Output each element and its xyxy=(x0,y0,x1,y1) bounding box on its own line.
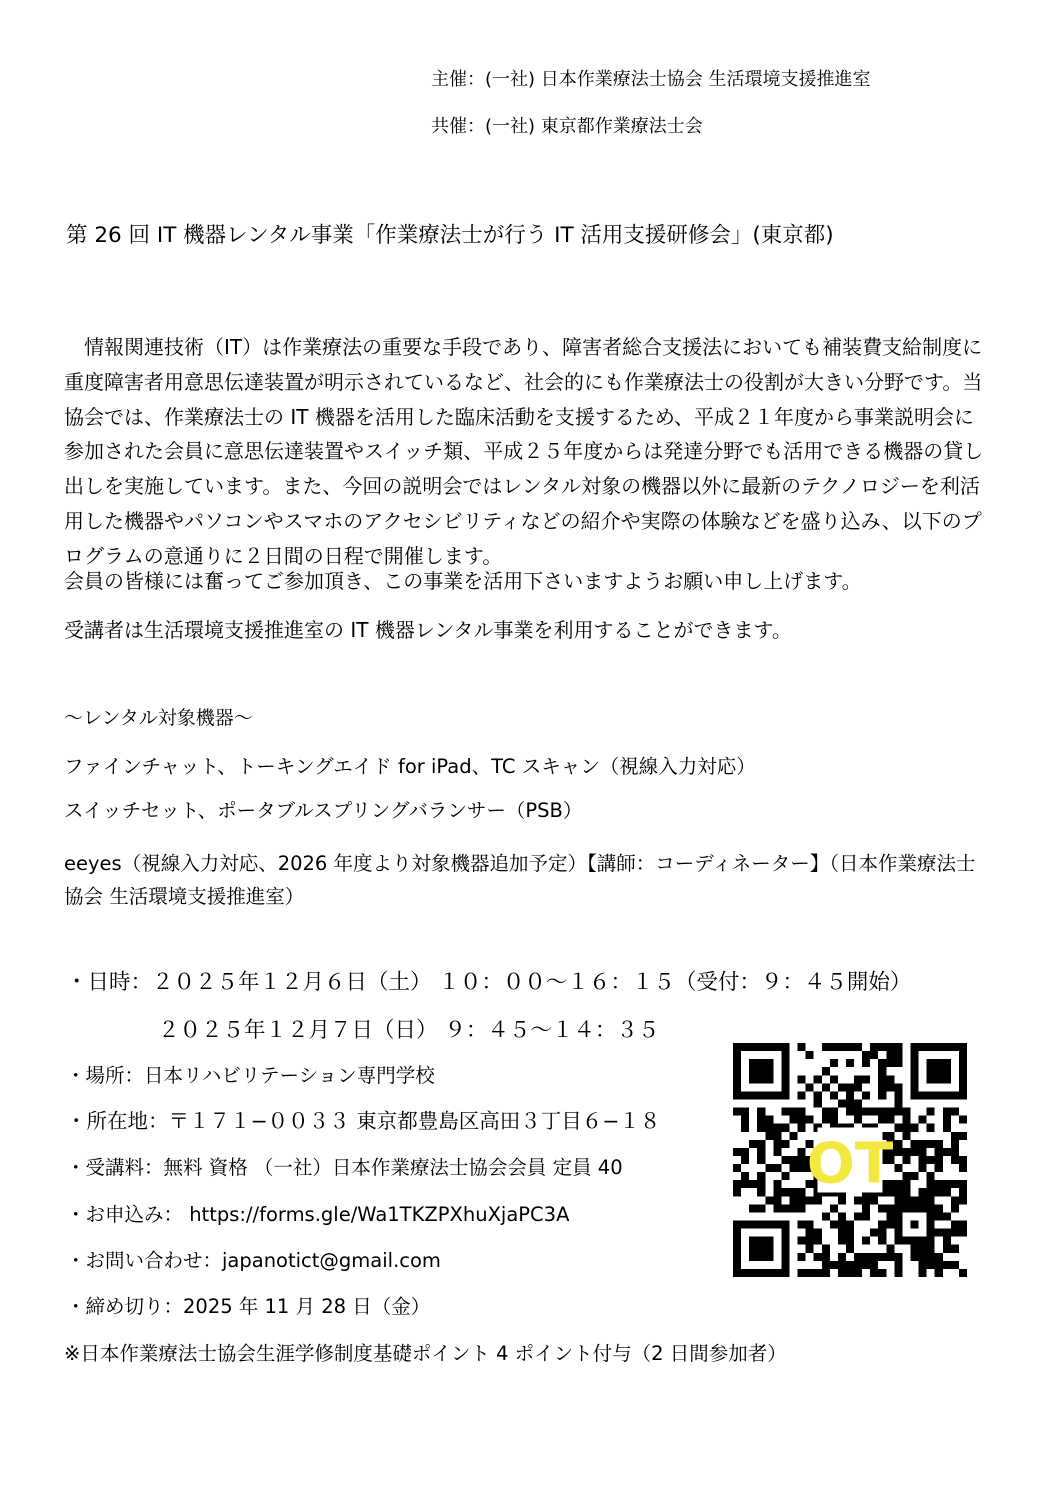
event-date-day2: ２０２５年１２月７日（日） ９：４５〜１４：３５ xyxy=(158,1018,660,1043)
application-deadline: ・締め切り：2025 年 11 月 28 日（金） xyxy=(66,1295,431,1318)
qr-center-logo-text: OT xyxy=(806,1131,894,1197)
application-link[interactable]: ・お申込み： https://forms.gle/Wa1TKZPXhuXjaPC3A xyxy=(66,1203,570,1226)
event-venue: ・場所：日本リハビリテーション専門学校 xyxy=(66,1064,435,1087)
rental-devices-heading: 〜レンタル対象機器〜 xyxy=(64,707,253,729)
event-address: ・所在地：〒１７１−００３３ 東京都豊島区高田３丁目６−１８ xyxy=(66,1109,661,1133)
document-title: 第 26 回 IT 機器レンタル事業「作業療法士が行う IT 活用支援研修会」(東京都) xyxy=(66,223,834,248)
qr-code[interactable] xyxy=(733,1043,967,1277)
participation-request: 会員の皆様には奮ってご参加頂き、この事業を活用下さいますようお願い申し上げます。 xyxy=(64,569,862,593)
intro-paragraph: 情報関連技術（IT）は作業療法の重要な手段であり、障害者総合支援法においても補装費支給制度に重度障害者用意思伝達装置が明示されているなど、社会的にも作業療法士の役割が大きい分野です。当協会では、作業療法士の IT 機器を活用した臨床活動を支援するため、平成２１年度から事業説明会に参加された会員に意思伝達装置やスイッチ類、平成２５年度からは発達分野でも活用できる機器の貸し出しを実施しています。また、今回の説明会ではレンタル対象の機器以外に最新のテクノロジーを利活用した機器やパソコンやスマホのアクセシビリティなどの紹介や実際の体験などを盛り込み、以下のプログラムの意通りに２日間の日程で開催します。 xyxy=(64,335,984,568)
event-fee: ・受講料：無料 資格 （一社）日本作業療法士協会会員 定員 40 xyxy=(66,1156,623,1179)
contact-email[interactable]: ・お問い合わせ：japanotict@gmail.com xyxy=(66,1249,441,1272)
credit-points-note: ※日本作業療法士協会生涯学修制度基礎ポイント 4 ポイント付与（2 日間参加者） xyxy=(64,1342,787,1365)
organizer-co-host: 共催：(一社) 東京都作業療法士会 xyxy=(431,116,703,137)
event-date-day1: ・日時：２０２５年１２月６日（土） １０：００〜１６：１５（受付：９：４５開始） xyxy=(66,970,912,995)
rental-device-line: ファインチャット、トーキングエイド for iPad、TC スキャン（視線入力対応） xyxy=(64,755,756,778)
rental-availability-note: 受講者は生活環境支援推進室の IT 機器レンタル事業を利用することができます。 xyxy=(64,618,792,642)
rental-device-line: スイッチセット、ポータブルスプリングバランサー（PSB） xyxy=(64,799,583,822)
rental-device-line: eeyes（視線入力対応、2026 年度より対象機器追加予定）【講師：コーディネーター】（日本作業療法士協会 生活環境支援推進室） xyxy=(64,852,976,908)
organizer-host: 主催：(一社) 日本作業療法士協会 生活環境支援推進室 xyxy=(431,69,871,90)
